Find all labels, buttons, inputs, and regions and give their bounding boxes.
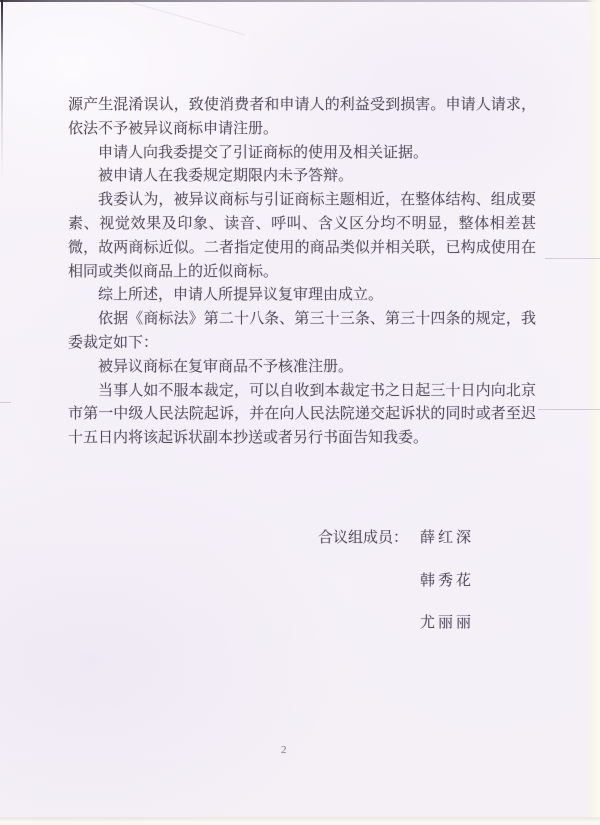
page-number: 2 (281, 744, 287, 756)
paragraph: 我委认为，被异议商标与引证商标主题相近，在整体结构、组成要素、视觉效果及印象、读音、呼叫、含义区分均不明显，整体相差甚微，故两商标近似。二者指定使用的商品类似并相关联，已构成使用在相同或类似商品上的近似商标。 (68, 192, 536, 280)
scan-left-edge (1, 0, 3, 180)
fold-crease (5, 0, 246, 35)
fold-crease (545, 258, 600, 259)
paragraph: 被申请人在我委规定期限内未予答辩。 (98, 168, 354, 185)
paragraph: 源产生混淆误认，致使消费者和申请人的利益受到损害。申请人请求，依法不予被异议商标申请注册。 (68, 97, 536, 137)
paragraph: 综上所述，申请人所提异议复审理由成立。 (98, 287, 384, 304)
paper-right-edge (586, 0, 600, 825)
panel-member: 薛红深 (420, 530, 475, 546)
panel-members (420, 526, 474, 654)
paper-bottom-edge (0, 817, 600, 825)
panel-label: 合议组成员： (318, 530, 409, 546)
paragraph: 申请人向我委提交了引证商标的使用及相关证据。 (98, 144, 429, 161)
panel-member: 韩秀花 (420, 572, 475, 589)
collegial-panel-signature (318, 526, 474, 654)
fold-crease (538, 409, 600, 410)
document-body (68, 94, 536, 451)
paragraph: 当事人如不服本裁定，可以自收到本裁定书之日起三十日内向北京市第一中级人民法院起诉，并在向人民法院递交起诉状的同时或者至迟十五日内将该起诉状副本抄送或者另行书面告知我委。 (68, 382, 536, 447)
scan-top-edge (0, 0, 600, 2)
paragraph: 依据《商标法》第二十八条、第三十三条、第三十四条的规定，我委裁定如下： (68, 311, 536, 351)
fold-crease (0, 402, 11, 403)
panel-member: 尤丽丽 (420, 615, 475, 631)
paragraph: 被异议商标在复审商品不予核准注册。 (98, 358, 354, 375)
